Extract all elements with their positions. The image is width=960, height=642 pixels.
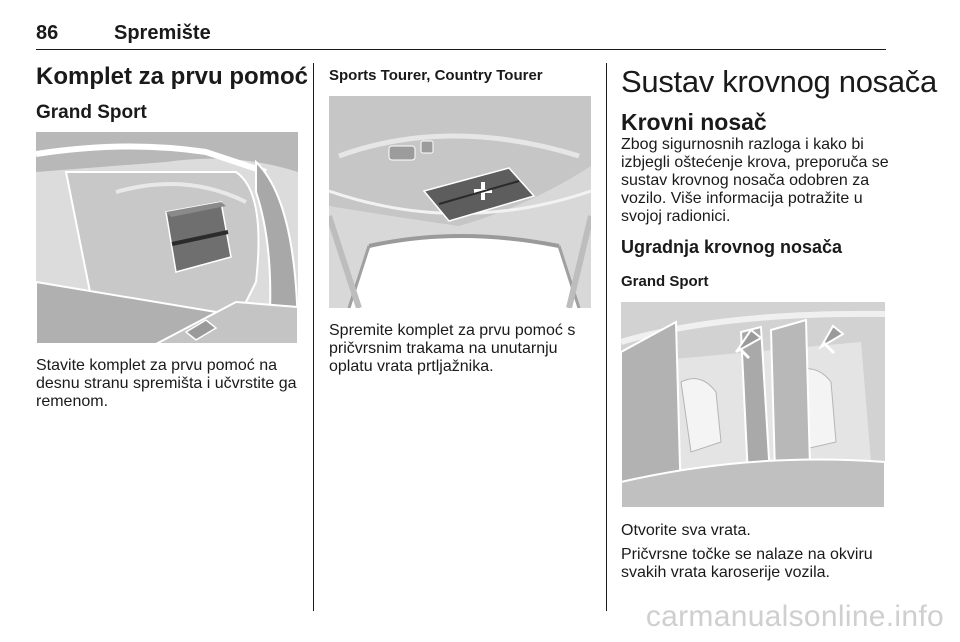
subheading-sports-tourer: Sports Tourer, Country Tourer xyxy=(329,67,543,84)
subheading-roof-rack: Krovni nosač xyxy=(621,109,767,135)
subheading-roof-rack-installation: Ugradnja krovnog nosača xyxy=(621,237,843,257)
text-tailgate-instructions: Spremite komplet za prvu pomoć s pričvrsnim trakama na unutarnju oplatu vrata prtljažnika. xyxy=(329,322,576,375)
text-roof-rack-safety: Zbog sigurnosnih razloga i kako bi izbjegli oštećenje krova, preporuča se sustav krovnog nosača odobren za vozilo. Više informacija potražite u svojoj radionici. xyxy=(621,136,889,225)
subheading-grand-sport-2: Grand Sport xyxy=(621,273,709,290)
heading-first-aid-kit: Komplet za prvu pomoć xyxy=(36,63,309,90)
column-divider-2 xyxy=(606,63,607,611)
step-mount-points: Pričvrsne točke se nalaze na okviru svakih vrata karoserije vozila. xyxy=(621,546,873,581)
figure-trunk-first-aid xyxy=(36,132,298,344)
header-rule xyxy=(36,49,886,50)
text-roof-rack-steps xyxy=(621,522,891,582)
figure-tailgate-first-aid xyxy=(329,96,591,308)
trunk-illustration-icon xyxy=(36,132,298,344)
text-trunk-instructions: Stavite komplet za prvu pomoć na desnu stranu spremišta i učvrstite ga remenom. xyxy=(36,357,297,410)
heading-roof-rack-system: Sustav krovnog nosača xyxy=(621,64,937,99)
subheading-grand-sport: Grand Sport xyxy=(36,102,147,123)
step-open-doors: Otvorite sva vrata. xyxy=(621,522,751,539)
tailgate-illustration-icon xyxy=(329,96,591,308)
open-doors-illustration-icon xyxy=(621,302,885,508)
figure-open-doors xyxy=(621,302,885,508)
page-number: 86 xyxy=(36,22,59,44)
section-title: Spremište xyxy=(114,22,211,44)
watermark: carmanualsonline.info xyxy=(645,600,944,633)
column-divider-1 xyxy=(313,63,314,611)
